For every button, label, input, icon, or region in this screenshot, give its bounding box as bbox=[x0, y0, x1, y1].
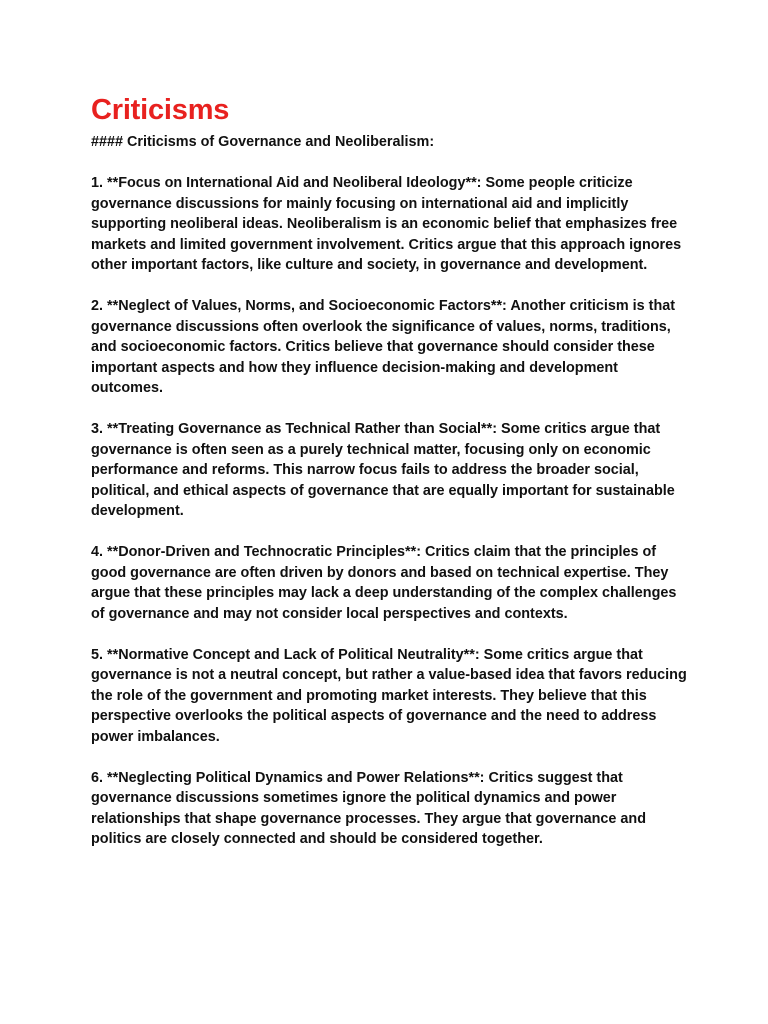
page-title: Criticisms bbox=[91, 94, 230, 126]
criticism-paragraph-5: 5. **Normative Concept and Lack of Political Neutrality**: Some critics argue that governance is not a neutral concept, but rather a value-based idea that favors reducing the role of the government and promoting market interests. They believe that this perspective overlooks the political aspects of governance and the need to address power imbalances. bbox=[91, 646, 687, 745]
document-page bbox=[91, 92, 691, 850]
criticism-paragraph-3: 3. **Treating Governance as Technical Rather than Social**: Some critics argue that governance is often seen as a purely technical matter, focusing only on economic performance and reforms. This narrow focus fails to address the broader social, political, and ethical aspects of governance that are equally important for sustainable development. bbox=[91, 421, 675, 519]
section-subheading: #### Criticisms of Governance and Neoliberalism: bbox=[91, 134, 435, 150]
criticism-paragraph-4: 4. **Donor-Driven and Technocratic Principles**: Critics claim that the principles of good governance are often driven by donors and based on technical expertise. They argue that these principles may lack a deep understanding of the complex challenges of governance and may not consider local perspectives and contexts. bbox=[91, 544, 677, 622]
criticism-paragraph-1: 1. **Focus on International Aid and Neoliberal Ideology**: Some people criticize governance discussions for mainly focusing on international aid and implicitly supporting neoliberal ideas. Neoliberalism is an economic belief that emphasizes free markets and limited government involvement. Critics argue that this approach ignores other important factors, like culture and society, in governance and development. bbox=[91, 175, 682, 273]
criticism-paragraph-2: 2. **Neglect of Values, Norms, and Socioeconomic Factors**: Another criticism is that governance discussions often overlook the significance of values, norms, traditions, and socioeconomic factors. Critics believe that governance should consider these important aspects and how they influence decision-making and development outcomes. bbox=[91, 298, 676, 396]
criticism-paragraph-6: 6. **Neglecting Political Dynamics and Power Relations**: Critics suggest that governance discussions sometimes ignore the political dynamics and power relationships that shape governance processes. They argue that governance and politics are closely connected and should be considered together. bbox=[91, 769, 647, 847]
